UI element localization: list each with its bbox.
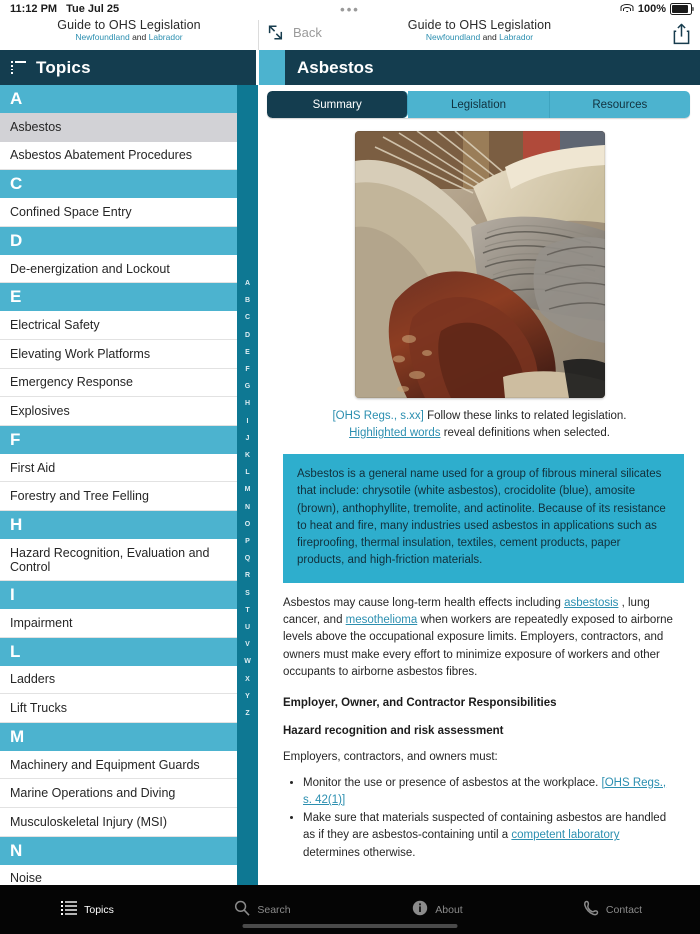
detail-pane [259, 50, 700, 885]
ohs-reference-link[interactable]: [OHS Regs., s.xx] [332, 410, 424, 422]
index-letter-X[interactable]: X [245, 675, 250, 683]
brand-title-block-right [259, 19, 700, 42]
index-letter-G[interactable]: G [244, 383, 251, 391]
sidebar-item-noise[interactable]: Noise [0, 865, 237, 886]
detail-header [259, 50, 700, 85]
bullet2-text-b: determines otherwise. [303, 846, 416, 859]
sidebar-item-forestry-and-tree-felling[interactable]: Forestry and Tree Felling [0, 482, 237, 511]
tabbar-label: Contact [605, 903, 643, 916]
highlighted-words-link[interactable]: Highlighted words [349, 427, 441, 439]
tab-summary[interactable]: Summary [267, 91, 408, 118]
link-note-line1 [259, 408, 700, 425]
sidebar-header [0, 50, 256, 85]
index-letter-W[interactable]: W [244, 658, 251, 666]
section-header-C: C [0, 170, 237, 198]
sidebar-item-electrical-safety[interactable]: Electrical Safety [0, 311, 237, 340]
share-icon[interactable] [673, 23, 690, 45]
list-icon [61, 901, 77, 918]
battery-percent: 100% [637, 3, 666, 15]
definition-box: Asbestos is a general name used for a group of fibrous mineral silicates that include: chrysotile (white asbestos), crocidolite (blue), amosite (brown), anthophyllite, tremolite, and actinolite. Because of its resistance to heat and fire, many industries used asbestos in applications such as fireproofing, thermal insulation, textiles, cement products, paper products, and high-friction materials. [283, 454, 684, 583]
sidebar-item-machinery-and-equipment-guards[interactable]: Machinery and Equipment Guards [0, 751, 237, 780]
list-icon [11, 61, 26, 74]
mesothelioma-link[interactable]: mesothelioma [345, 614, 418, 627]
tabbar-label: About [435, 903, 463, 916]
para1-part-c: when workers are repeatedly exposed to airborne levels above the occupational exposure limits. Employers, contractors, and owners must make every effort to minimize exposure of workers and other occupants to airborne asbestos fibres. [283, 614, 673, 678]
brand-subtitle [0, 33, 258, 42]
brand-subtitle-lb-right: Labrador [499, 32, 534, 43]
brand-subtitle-nl-right: Newfoundland [425, 32, 481, 43]
sidebar-item-musculoskeletal-injury-msi[interactable]: Musculoskeletal Injury (MSI) [0, 808, 237, 837]
section-header-M: M [0, 723, 237, 751]
home-indicator [243, 924, 458, 928]
tabbar-item-search[interactable] [175, 900, 350, 919]
index-letter-L[interactable]: L [245, 469, 250, 477]
index-letter-A[interactable]: A [244, 280, 251, 287]
index-letter-Q[interactable]: Q [244, 555, 251, 563]
section-header-D: D [0, 227, 237, 255]
index-letter-J[interactable]: J [245, 434, 250, 442]
tabbar-item-contact[interactable] [525, 900, 700, 919]
phone-icon [583, 900, 599, 919]
para1-part-b: , lung cancer, and [283, 596, 650, 627]
index-letter-I[interactable]: I [246, 417, 249, 425]
brand-subtitle-lb: Labrador [148, 32, 183, 43]
tab-resources[interactable]: Resources [550, 91, 690, 118]
search-icon [234, 900, 250, 919]
status-date: Tue Jul 25 [66, 3, 120, 15]
list-item [303, 775, 676, 810]
alphabet-index-letters[interactable] [237, 275, 258, 722]
brand-subtitle-and: and [129, 32, 149, 43]
status-time: 11:12 PM [10, 3, 58, 15]
index-letter-B[interactable]: B [244, 297, 251, 305]
index-letter-O[interactable]: O [244, 520, 251, 528]
index-letter-M[interactable]: M [244, 486, 251, 494]
sidebar-item-impairment[interactable]: Impairment [0, 609, 237, 638]
index-letter-U[interactable]: U [244, 624, 251, 632]
brand-subtitle-right [259, 33, 700, 42]
asbestos-insulated-pipe-photo [355, 131, 605, 398]
brand-subtitle-nl: Newfoundland [75, 32, 130, 43]
info-icon [412, 900, 428, 919]
paragraph-health-effects [283, 595, 676, 681]
bullet1-text: Monitor the use or presence of asbestos at the workplace. [303, 776, 602, 789]
header-accent-block [259, 50, 285, 85]
sidebar-item-lift-trucks[interactable]: Lift Trucks [0, 694, 237, 723]
status-bar [0, 0, 700, 20]
sidebar-item-de-energization-and-lockout[interactable]: De-energization and Lockout [0, 255, 237, 284]
responsibilities-bullet-list [303, 775, 676, 862]
sidebar-item-emergency-response[interactable]: Emergency Response [0, 369, 237, 398]
sidebar-item-ladders[interactable]: Ladders [0, 666, 237, 695]
index-letter-V[interactable]: V [245, 641, 250, 649]
tabbar-label: Topics [84, 903, 114, 916]
section-header-E: E [0, 283, 237, 311]
brand-title: Guide to OHS Legislation [57, 18, 201, 32]
index-letter-N[interactable]: N [244, 503, 251, 511]
tab-legislation[interactable]: Legislation [408, 91, 549, 118]
index-letter-F[interactable]: F [245, 366, 250, 374]
sidebar-item-first-aid[interactable]: First Aid [0, 454, 237, 483]
detail-scroll-area[interactable] [259, 125, 700, 885]
section-header-L: L [0, 638, 237, 666]
back-label[interactable]: Back [293, 25, 322, 40]
brand-bar-left [0, 20, 259, 50]
index-letter-S[interactable]: S [245, 589, 250, 597]
tabbar-item-topics[interactable] [0, 901, 175, 918]
page-title: Asbestos [297, 57, 374, 77]
status-bar-right [621, 3, 692, 15]
brand-title-right: Guide to OHS Legislation [407, 18, 552, 32]
brand-bar-right [259, 20, 700, 50]
index-letter-Y[interactable]: Y [245, 692, 250, 700]
sidebar-item-confined-space-entry[interactable]: Confined Space Entry [0, 198, 237, 227]
topics-list[interactable] [0, 85, 237, 885]
index-letter-D[interactable]: D [244, 331, 251, 339]
link-note-line1-text: Follow these links to related legislation. [423, 410, 627, 422]
multitask-handle[interactable]: ••• [340, 2, 360, 17]
section-header-N: N [0, 837, 237, 865]
section-header-A: A [0, 85, 237, 113]
section-header-I: I [0, 581, 237, 609]
tabbar-label: Search [257, 903, 291, 916]
index-letter-P[interactable]: P [245, 538, 250, 546]
sidebar-item-explosives[interactable]: Explosives [0, 397, 237, 426]
section-header-H: H [0, 511, 237, 539]
index-letter-E[interactable]: E [245, 348, 250, 356]
sidebar-item-marine-operations-and-diving[interactable]: Marine Operations and Diving [0, 779, 237, 808]
bullet2-text-a: Make sure that materials suspected of containing asbestos are handled as if they are asbestos-containing until a [303, 812, 667, 842]
link-note-line2-text: reveal definitions when selected. [440, 427, 610, 439]
para1-part-a: Asbestos may cause long-term health effects including [283, 596, 565, 609]
alphabet-index-strip[interactable] [237, 85, 258, 885]
battery-full-icon [670, 3, 692, 15]
competent-laboratory-link[interactable]: competent laboratory [511, 829, 620, 842]
sidebar-item-elevating-work-platforms[interactable]: Elevating Work Platforms [0, 340, 237, 369]
list-item [303, 810, 676, 862]
sidebar-item-asbestos-abatement-procedures[interactable]: Asbestos Abatement Procedures [0, 142, 237, 171]
link-note [259, 408, 700, 442]
asbestosis-link[interactable]: asbestosis [564, 596, 619, 609]
sidebar-item-hazard-recognition-evaluation-and-control[interactable]: Hazard Recognition, Evaluation and Control [0, 539, 237, 581]
wifi-icon [621, 4, 634, 14]
index-letter-K[interactable]: K [244, 452, 251, 460]
link-note-line2 [259, 425, 700, 442]
subheading-responsibilities: Employer, Owner, and Contractor Responsibilities [283, 697, 557, 710]
paragraph-must: Employers, contractors, and owners must: [283, 751, 498, 764]
sidebar-item-asbestos[interactable]: Asbestos [0, 113, 237, 142]
section-header-F: F [0, 426, 237, 454]
index-letter-H[interactable]: H [244, 400, 251, 408]
tabbar-item-about[interactable] [350, 900, 525, 919]
brand-title-block [0, 19, 258, 42]
index-letter-Z[interactable]: Z [245, 710, 250, 718]
ohs-regs-42-1-link[interactable]: [OHS Regs., s. 42(1)] [303, 776, 667, 806]
index-letter-R[interactable]: R [244, 572, 251, 580]
index-letter-T[interactable]: T [245, 606, 250, 614]
index-letter-C[interactable]: C [244, 314, 251, 322]
sidebar-title: Topics [36, 57, 91, 77]
subheading-hazard-recognition: Hazard recognition and risk assessment [283, 725, 504, 738]
detail-tabs[interactable] [267, 91, 690, 118]
brand-subtitle-and-right: and [480, 32, 500, 43]
